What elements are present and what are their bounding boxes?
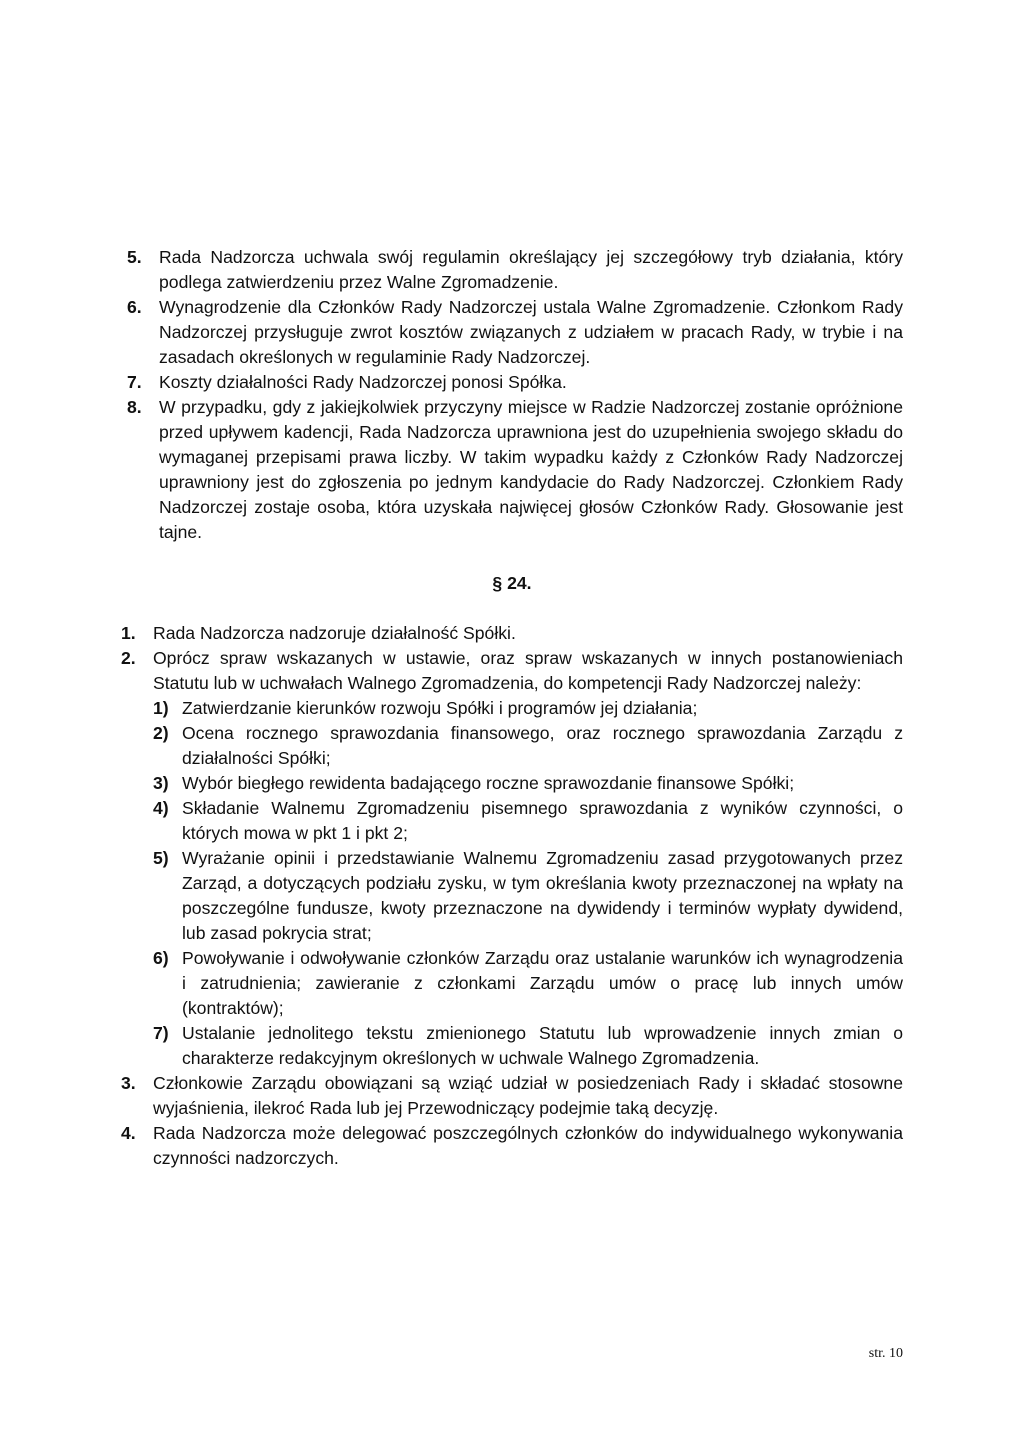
list-item-text: Rada Nadzorcza może delegować poszczególnych członków do indywidualnego wykonywania czynności nadzorczych.	[153, 1123, 903, 1168]
list-item-number: 7.	[127, 372, 142, 392]
sub-list-item-number: 4)	[153, 798, 169, 818]
section-heading	[0, 571, 1024, 596]
list-item-number: 4.	[121, 1123, 136, 1143]
sub-list-item-number: 2)	[153, 723, 169, 743]
sub-list-item-number: 1)	[153, 698, 169, 718]
sub-list-item	[153, 721, 903, 771]
list-item-body	[153, 646, 903, 1071]
sub-list-item	[153, 696, 903, 721]
sub-list-item	[153, 771, 903, 796]
list-item-text: Oprócz spraw wskazanych w ustawie, oraz spraw wskazanych w innych postanowieniach Statutu lub w uchwałach Walnego Zgromadzenia, do kompetencji Rady Nadzorczej należy:	[153, 648, 903, 693]
list-item-number: 2.	[121, 648, 136, 668]
list-item-text: Rada Nadzorcza nadzoruje działalność Spółki.	[153, 623, 516, 643]
sub-list-item-text: Zatwierdzanie kierunków rozwoju Spółki i programów jej działania;	[182, 698, 698, 718]
list-item-number: 6.	[127, 297, 142, 317]
paragraph-list-main	[121, 621, 903, 1171]
list-item-number: 1.	[121, 623, 136, 643]
page-number: str. 10	[868, 1346, 903, 1361]
sub-list-item	[153, 1021, 903, 1071]
list-item-text: Rada Nadzorcza uchwala swój regulamin określający jej szczegółowy tryb działania, który podlega zatwierdzeniu przez Walne Zgromadzenie.	[159, 247, 903, 292]
list-item	[127, 370, 903, 395]
list-item	[121, 646, 903, 1071]
sub-list-item-text: Powoływanie i odwoływanie członków Zarządu oraz ustalanie warunków ich wynagrodzenia i zatrudnienia; zawieranie z członkami Zarządu umów o pracę lub innych umów (kontraktów);	[182, 948, 903, 1018]
sub-list	[153, 696, 903, 1071]
sub-list-item-text: Składanie Walnemu Zgromadzeniu pisemnego sprawozdania z wyników czynności, o których mowa w pkt 1 i pkt 2;	[182, 798, 903, 843]
sub-list-item-text: Wybór biegłego rewidenta badającego roczne sprawozdanie finansowe Spółki;	[182, 773, 795, 793]
list-item	[127, 395, 903, 545]
list-item-text: Koszty działalności Rady Nadzorczej ponosi Spółka.	[159, 372, 567, 392]
list-item-number: 8.	[127, 397, 142, 417]
list-item-text: W przypadku, gdy z jakiejkolwiek przyczyny miejsce w Radzie Nadzorczej zostanie opróżnione przed upływem kadencji, Rada Nadzorcza uprawniona jest do uzupełnienia swojego składu do wymaganej przepisami prawa liczby. W takim wypadku każdy z Członków Rady Nadzorczej uprawniony jest do zgłoszenia po jednym kandydacie do Rady Nadzorczej. Członkiem Rady Nadzorczej zostaje osoba, która uzyskała najwięcej głosów Członków Rady. Głosowanie jest tajne.	[159, 397, 903, 542]
sub-list-item-text: Ustalanie jednolitego tekstu zmienionego Statutu lub wprowadzenie innych zmian o charakterze redakcyjnym określonych w uchwale Walnego Zgromadzenia.	[182, 1023, 903, 1068]
sub-list-item-number: 3)	[153, 773, 169, 793]
list-item-number: 3.	[121, 1073, 136, 1093]
sub-list-item-number: 7)	[153, 1023, 169, 1043]
list-item	[127, 295, 903, 370]
list-item	[121, 1071, 903, 1121]
sub-list-item	[153, 846, 903, 946]
paragraph-list-top	[127, 245, 903, 545]
list-item-text: Członkowie Zarządu obowiązani są wziąć udział w posiedzeniach Rady i składać stosowne wyjaśnienia, ilekroć Rada lub jej Przewodniczący podejmie taką decyzję.	[153, 1073, 903, 1118]
sub-list-item-number: 6)	[153, 948, 169, 968]
list-item	[121, 1121, 903, 1171]
sub-list-item-text: Ocena rocznego sprawozdania finansowego, oraz rocznego sprawozdania Zarządu z działalności Spółki;	[182, 723, 903, 768]
sub-list-item-number: 5)	[153, 848, 169, 868]
sub-list-item-text: Wyrażanie opinii i przedstawianie Walnemu Zgromadzeniu zasad przygotowanych przez Zarząd, a dotyczących podziału zysku, w tym określania kwoty przeznaczonej na wpłaty na poszczególne fundusze, kwoty przeznaczone na dywidendy i terminów wypłaty dywidend, lub zasad pokrycia strat;	[182, 848, 903, 943]
list-item-number: 5.	[127, 247, 142, 267]
sub-list-item	[153, 796, 903, 846]
list-item	[121, 621, 903, 646]
list-item-text: Wynagrodzenie dla Członków Rady Nadzorczej ustala Walne Zgromadzenie. Członkom Rady Nadzorczej przysługuje zwrot kosztów związanych z udziałem w pracach Rady, w trybie i na zasadach określonych w regulaminie Rady Nadzorczej.	[159, 297, 903, 367]
section-heading-text: § 24.	[492, 573, 532, 593]
sub-list-item	[153, 946, 903, 1021]
list-item	[127, 245, 903, 295]
